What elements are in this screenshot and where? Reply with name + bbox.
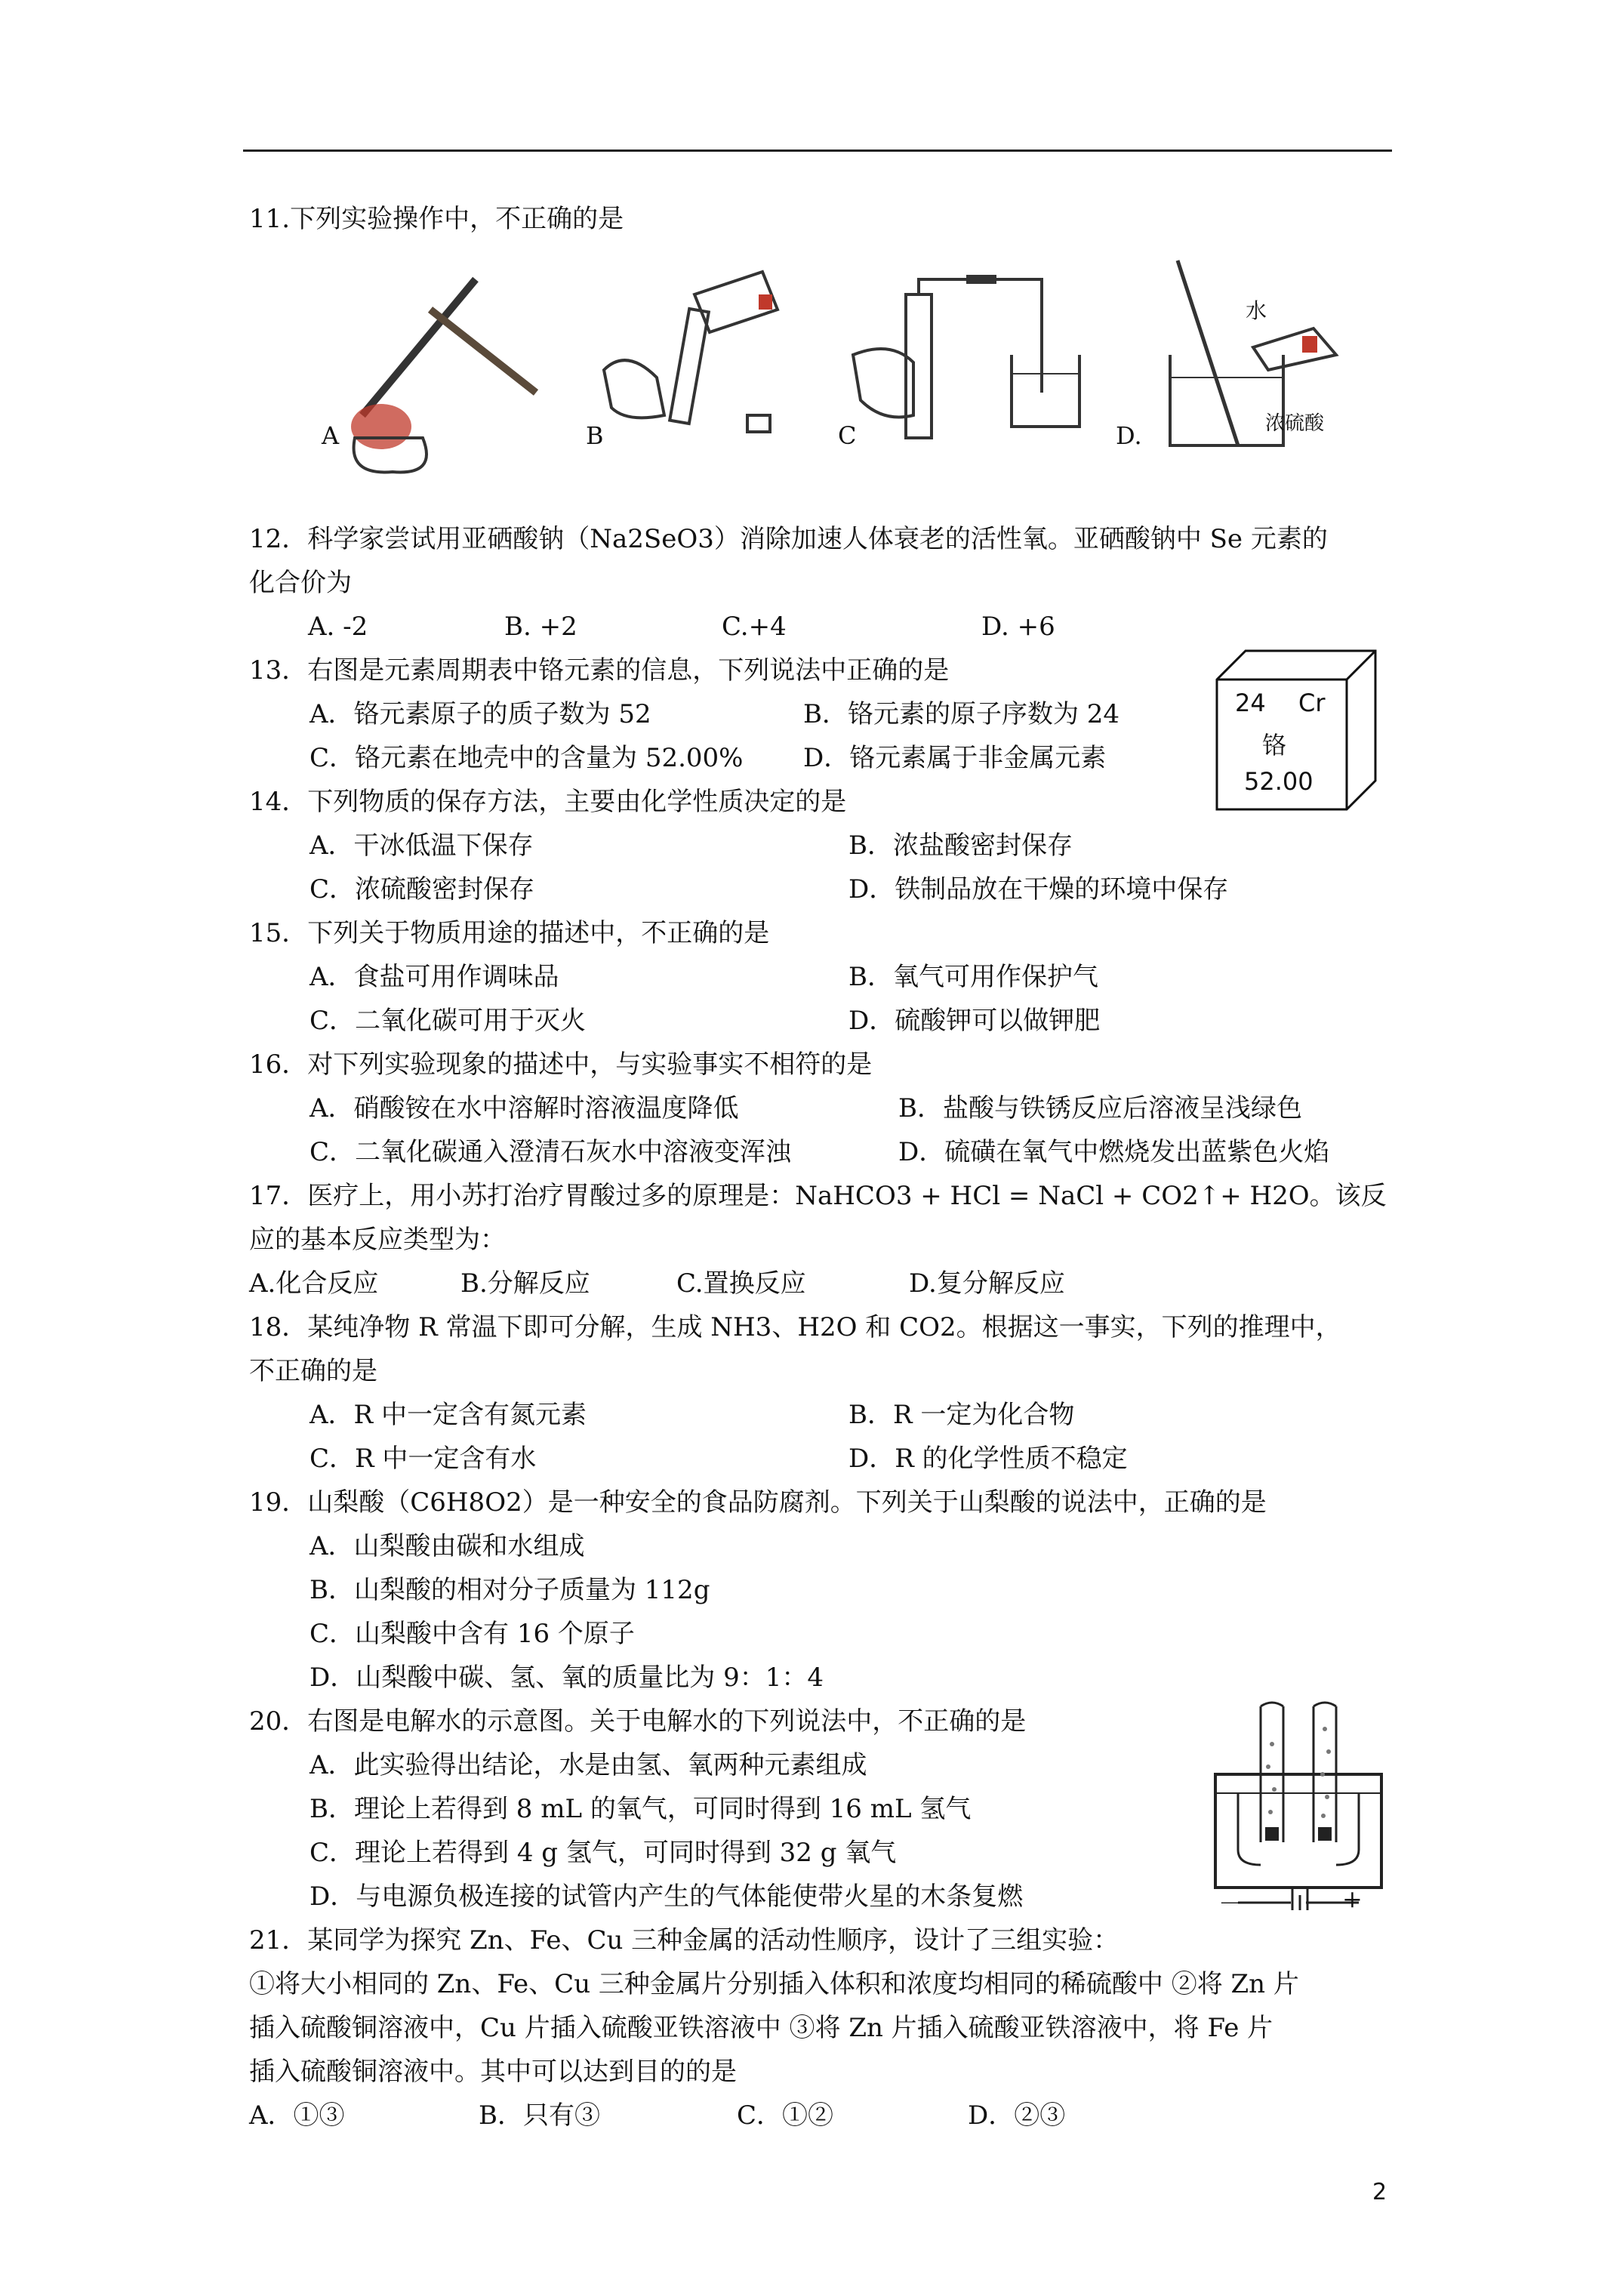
bottle-label bbox=[759, 294, 772, 310]
q21-line4: 插入硫酸铜溶液中。其中可以达到目的的是 bbox=[249, 2057, 737, 2087]
q19-option-c: C．山梨酸中含有 16 个原子 bbox=[310, 1619, 635, 1649]
q15-option-a: A．食盐可用作调味品 bbox=[310, 962, 559, 992]
q14-option-c: C．浓硫酸密封保存 bbox=[310, 874, 535, 905]
q11-figure-b bbox=[596, 264, 785, 445]
q21-line2: ①将大小相同的 Zn、Fe、Cu 三种金属片分别插入体积和浓度均相同的稀硫酸中 ②将 Zn 片 bbox=[249, 1969, 1299, 1999]
q16-option-b: B．盐酸与铁锈反应后溶液呈浅绿色 bbox=[898, 1093, 1302, 1123]
q11-figure-c bbox=[845, 264, 1102, 445]
q13-option-b: B．铬元素的原子序数为 24 bbox=[803, 699, 1120, 729]
q21-option-b: B．只有③ bbox=[479, 2100, 600, 2131]
q14-stem: 14．下列物质的保存方法，主要由化学性质决定的是 bbox=[249, 787, 847, 817]
q11-label-d: D. bbox=[1116, 421, 1142, 450]
page-number: 2 bbox=[1372, 2179, 1387, 2205]
q16-option-a: A．硝酸铵在水中溶解时溶液温度降低 bbox=[310, 1093, 739, 1123]
glass-tube-icon bbox=[919, 279, 1042, 393]
q11-figure-d-water-label: 水 bbox=[1246, 298, 1267, 323]
q17-line2: 应的基本反应类型为： bbox=[249, 1225, 506, 1255]
q11-figure-a bbox=[317, 264, 559, 476]
q17-option-b: B.分解反应 bbox=[460, 1268, 590, 1299]
element-atomic-mass: 52.00 bbox=[1244, 767, 1313, 796]
q18-option-d: D．R 的化学性质不稳定 bbox=[848, 1444, 1128, 1474]
chromium-element-card bbox=[1214, 648, 1378, 812]
reagent-bottle-icon bbox=[1253, 328, 1336, 370]
q11-label-a: A bbox=[322, 421, 340, 450]
element-symbol: Cr bbox=[1298, 689, 1326, 717]
q18-line2: 不正确的是 bbox=[249, 1356, 377, 1386]
q11-label-b: B bbox=[586, 421, 604, 450]
q15-option-b: B．氧气可用作保护气 bbox=[848, 962, 1098, 992]
q20-stem: 20．右图是电解水的示意图。关于电解水的下列说法中，不正确的是 bbox=[249, 1706, 1027, 1737]
q15-option-c: C．二氧化碳可用于灭火 bbox=[310, 1006, 587, 1036]
q13-option-c: C．铬元素在地壳中的含量为 52.00% bbox=[310, 743, 744, 773]
q17-option-c: C.置换反应 bbox=[676, 1268, 806, 1299]
battery-plus-label: + bbox=[1342, 1885, 1363, 1913]
q19-option-a: A．山梨酸由碳和水组成 bbox=[310, 1531, 585, 1561]
left-test-tube bbox=[1261, 1703, 1283, 1842]
q17-option-a: A.化合反应 bbox=[249, 1268, 379, 1299]
q16-option-d: D．硫磺在氧气中燃烧发出蓝紫色火焰 bbox=[898, 1137, 1330, 1167]
q12-option-c: C.+4 bbox=[722, 612, 787, 642]
q13-option-d: D．铬元素属于非金属元素 bbox=[803, 743, 1107, 773]
q19-option-b: B．山梨酸的相对分子质量为 112g bbox=[310, 1575, 710, 1605]
q19-option-d: D．山梨酸中碳、氢、氧的质量比为 9：1：4 bbox=[310, 1663, 824, 1693]
q21-option-a: A．①③ bbox=[249, 2100, 345, 2131]
q11-figure-d-acid-label: 浓硫酸 bbox=[1265, 412, 1325, 435]
q21-line1: 21．某同学为探究 Zn、Fe、Cu 三种金属的活动性顺序，设计了三组实验： bbox=[249, 1925, 1119, 1955]
test-tube-holder bbox=[430, 310, 536, 393]
q11-stem: 11.下列实验操作中，不正确的是 bbox=[249, 204, 624, 234]
right-electrode bbox=[1318, 1827, 1332, 1841]
element-name: 铬 bbox=[1262, 731, 1287, 760]
beaker-icon bbox=[1012, 355, 1079, 427]
q18-option-a: A．R 中一定含有氮元素 bbox=[310, 1400, 587, 1430]
q21-line3: 插入硫酸铜溶液中，Cu 片插入硫酸亚铁溶液中 ③将 Zn 片插入硫酸亚铁溶液中，将 Fe 片 bbox=[249, 2013, 1273, 2043]
header-rule bbox=[243, 149, 1392, 152]
q17-option-d: D.复分解反应 bbox=[909, 1268, 1065, 1299]
right-test-tube bbox=[1313, 1703, 1336, 1842]
test-tube-icon bbox=[670, 309, 709, 424]
battery-minus-label: － bbox=[1218, 1889, 1243, 1918]
q18-option-c: C．R 中一定含有水 bbox=[310, 1444, 537, 1474]
q12-option-d: D. +6 bbox=[981, 612, 1055, 642]
q14-option-d: D．铁制品放在干燥的环境中保存 bbox=[848, 874, 1229, 905]
q20-option-b: B．理论上若得到 8 mL 的氧气，可同时得到 16 mL 氢气 bbox=[310, 1794, 972, 1824]
hand-icon bbox=[604, 360, 664, 418]
test-tube-body bbox=[362, 279, 476, 415]
bottle-label bbox=[1302, 336, 1317, 353]
rubber-hose bbox=[966, 275, 996, 284]
q15-option-d: D．硫酸钾可以做钾肥 bbox=[848, 1006, 1101, 1036]
stopper-icon bbox=[747, 415, 770, 432]
q15-stem: 15．下列关于物质用途的描述中，不正确的是 bbox=[249, 918, 770, 948]
q13-stem: 13．右图是元素周期表中铬元素的信息，下列说法中正确的是 bbox=[249, 655, 950, 686]
water-electrolysis-diagram bbox=[1208, 1699, 1389, 1910]
q18-option-b: B．R 一定为化合物 bbox=[848, 1400, 1075, 1430]
q17-line1: 17．医疗上，用小苏打治疗胃酸过多的原理是：NaHCO3 + HCl = NaCl + CO2↑+ H2O。该反 bbox=[249, 1181, 1387, 1211]
q11-label-c: C bbox=[838, 421, 857, 450]
q20-option-c: C．理论上若得到 4 g 氢气，可同时得到 32 g 氧气 bbox=[310, 1838, 897, 1868]
element-atomic-number: 24 bbox=[1235, 689, 1266, 717]
q21-option-d: D．②③ bbox=[968, 2100, 1066, 2131]
q14-option-a: A．干冰低温下保存 bbox=[310, 831, 534, 861]
q21-option-c: C．①② bbox=[737, 2100, 834, 2131]
water-trough bbox=[1215, 1774, 1381, 1888]
q12-line1: 12．科学家尝试用亚硒酸钠（Na2SeO3）消除加速人体衰老的活性氧。亚硒酸钠中 Se 元素的 bbox=[249, 524, 1328, 554]
q20-option-d: D．与电源负极连接的试管内产生的气体能使带火星的木条复燃 bbox=[310, 1881, 1024, 1912]
flame-icon bbox=[351, 404, 411, 449]
q12-option-a: A. -2 bbox=[308, 612, 368, 642]
q14-option-b: B．浓盐酸密封保存 bbox=[848, 831, 1073, 861]
q19-stem: 19．山梨酸（C6H8O2）是一种安全的食品防腐剂。下列关于山梨酸的说法中，正确的是 bbox=[249, 1487, 1267, 1518]
q13-option-a: A．铬元素原子的质子数为 52 bbox=[310, 699, 651, 729]
q12-line2: 化合价为 bbox=[249, 568, 352, 598]
q20-option-a: A．此实验得出结论，水是由氢、氧两种元素组成 bbox=[310, 1750, 867, 1780]
q16-option-c: C．二氧化碳通入澄清石灰水中溶液变浑浊 bbox=[310, 1137, 792, 1167]
left-electrode bbox=[1265, 1827, 1279, 1841]
glass-rod-icon bbox=[1178, 260, 1238, 445]
q12-option-b: B. +2 bbox=[504, 612, 577, 642]
q16-stem: 16．对下列实验现象的描述中，与实验事实不相符的是 bbox=[249, 1049, 873, 1080]
q18-line1: 18．某纯净物 R 常温下即可分解，生成 NH3、H2O 和 CO2。根据这一事实，下列的推理中， bbox=[249, 1312, 1341, 1342]
